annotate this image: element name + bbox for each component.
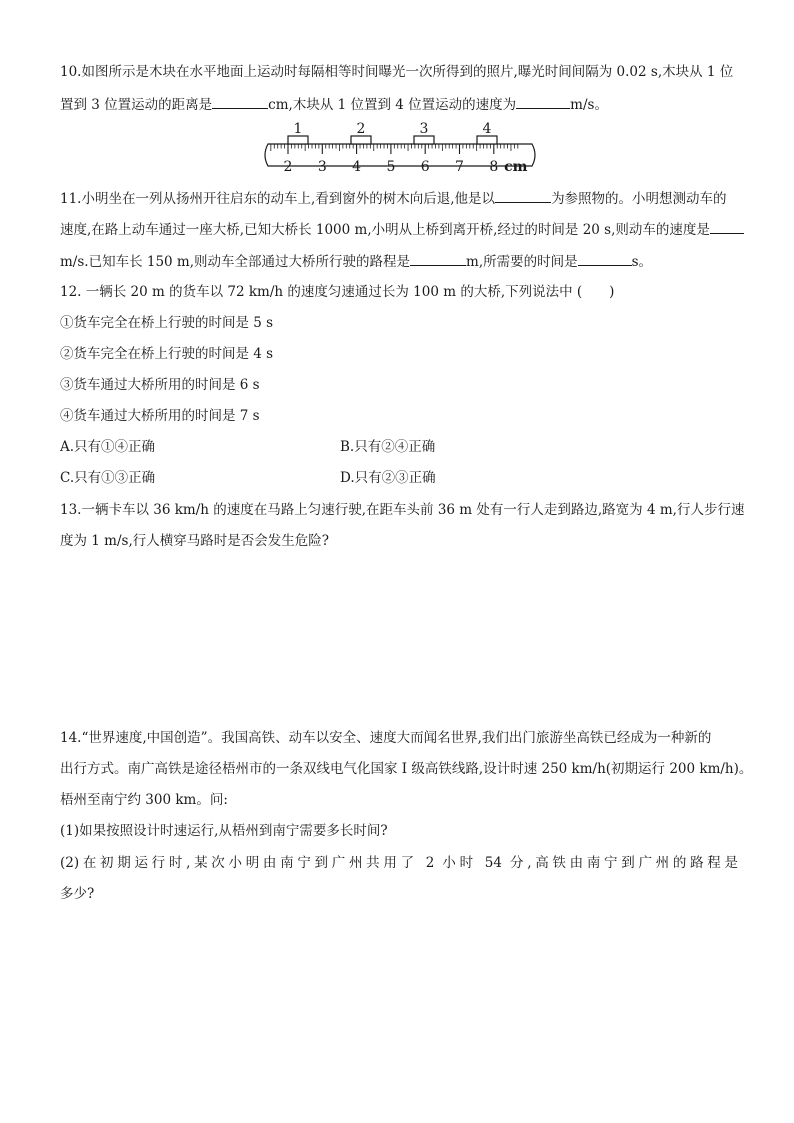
block-label: 2 [356,122,366,137]
q10-line-2 [60,94,738,115]
scale-number: 5 [386,159,396,175]
scale-unit: cm [504,159,528,175]
wood-block [477,136,497,144]
q12-option-c: C.只有①③正确 [60,470,156,486]
q14-sub-2-line-1: (2)在初期运行时,某次小明由南宁到广州共用了 2 小时 54 分,高铁由南宁到广州的路程是 [60,855,738,871]
q11-line-3 [60,251,738,272]
block-label: 3 [419,122,429,137]
q14-sub-2-line-2: 多少? [60,886,95,902]
q11-text-d: m/s.已知车长 150 m,则动车全部通过大桥所行驶的路程是 [60,254,411,270]
wood-block [288,136,308,144]
q12-stem: 12. 一辆长 20 m 的货车以 72 km/h 的速度匀速通过长为 100 m 的大桥,下列说法中 ( ) [60,284,615,300]
q12-statement-3: ③货车通过大桥所用的时间是 6 s [60,377,260,393]
q11-blank-time [578,251,632,266]
q11-blank-distance [410,251,466,266]
q12-statement-2: ②货车完全在桥上行驶的时间是 4 s [60,346,274,362]
scale-number: 4 [352,159,362,175]
q11-blank-reference [495,188,551,203]
q10-line-1: 10.如图所示是木块在水平地面上运动时每隔相等时间曝光一次所得到的照片,曝光时间间隔为 0.02 s,木块从 1 位 [60,64,734,80]
q14-line-2: 出行方式。南广高铁是途径梧州市的一条双线电气化国家 I 级高铁线路,设计时速 250 km/h(初期运行 200 km/h)。 [60,761,753,777]
q11-text-b: 为参照物的。小明想测动车的 [551,191,727,207]
q10-blank-distance [212,94,268,109]
block-label: 4 [482,122,492,137]
scale-number: 6 [420,159,430,175]
scale-number: 2 [283,159,293,175]
q11-text-a: 11.小明坐在一列从扬州开往启东的动车上,看到窗外的树木向后退,他是以 [60,191,496,207]
ruler-ticks [271,144,518,154]
ruler-numbers [284,159,528,175]
scale-number: 3 [317,159,327,175]
wood-blocks [288,122,497,144]
q11-text-c: 速度,在路上动车通过一座大桥,已知大桥长 1000 m,小明从上桥到离开桥,经过的时间是 20 s,则动车的速度是 [60,222,710,238]
q10-blank-speed [516,94,570,109]
q13-line-1: 13.一辆卡车以 36 km/h 的速度在马路上匀速行驶,在距车头前 36 m 处有一行人走到路边,路宽为 4 m,行人步行速 [60,502,745,518]
q10-text-b: cm,木块从 1 位置到 4 位置运动的速度为 [268,97,517,113]
q13-line-2: 度为 1 m/s,行人横穿马路时是否会发生危险? [60,533,329,549]
q12-option-b: B.只有②④正确 [340,439,436,455]
q11-text-e: m,所需要的时间是 [466,254,578,270]
q11-line-2 [60,219,738,240]
q12-option-d: D.只有②③正确 [340,470,436,486]
q14-line-3: 梧州至南宁约 300 km。问: [60,792,228,808]
ruler-figure [0,122,794,182]
q12-option-a: A.只有①④正确 [60,439,156,455]
q14-line-1: 14.“世界速度,中国创造”。我国高铁、动车以安全、速度大而闻名世界,我们出门旅游坐高铁已经成为一种新的 [60,730,712,746]
q10-text-c: m/s。 [570,97,608,113]
q11-blank-speed [710,219,744,234]
q14-sub-1: (1)如果按照设计时速运行,从梧州到南宁需要多长时间? [60,823,388,839]
q11-line-1 [60,188,738,209]
q12-statement-4: ④货车通过大桥所用的时间是 7 s [60,408,260,424]
scale-number: 8 [489,159,499,175]
block-label: 1 [293,122,303,137]
scale-number: 7 [455,159,464,175]
q12-statement-1: ①货车完全在桥上行驶的时间是 5 s [60,315,274,331]
q10-text-a: 置到 3 位置运动的距离是 [60,97,213,113]
wood-block [351,136,371,144]
q11-text-f: s。 [631,254,653,270]
wood-block [414,136,434,144]
